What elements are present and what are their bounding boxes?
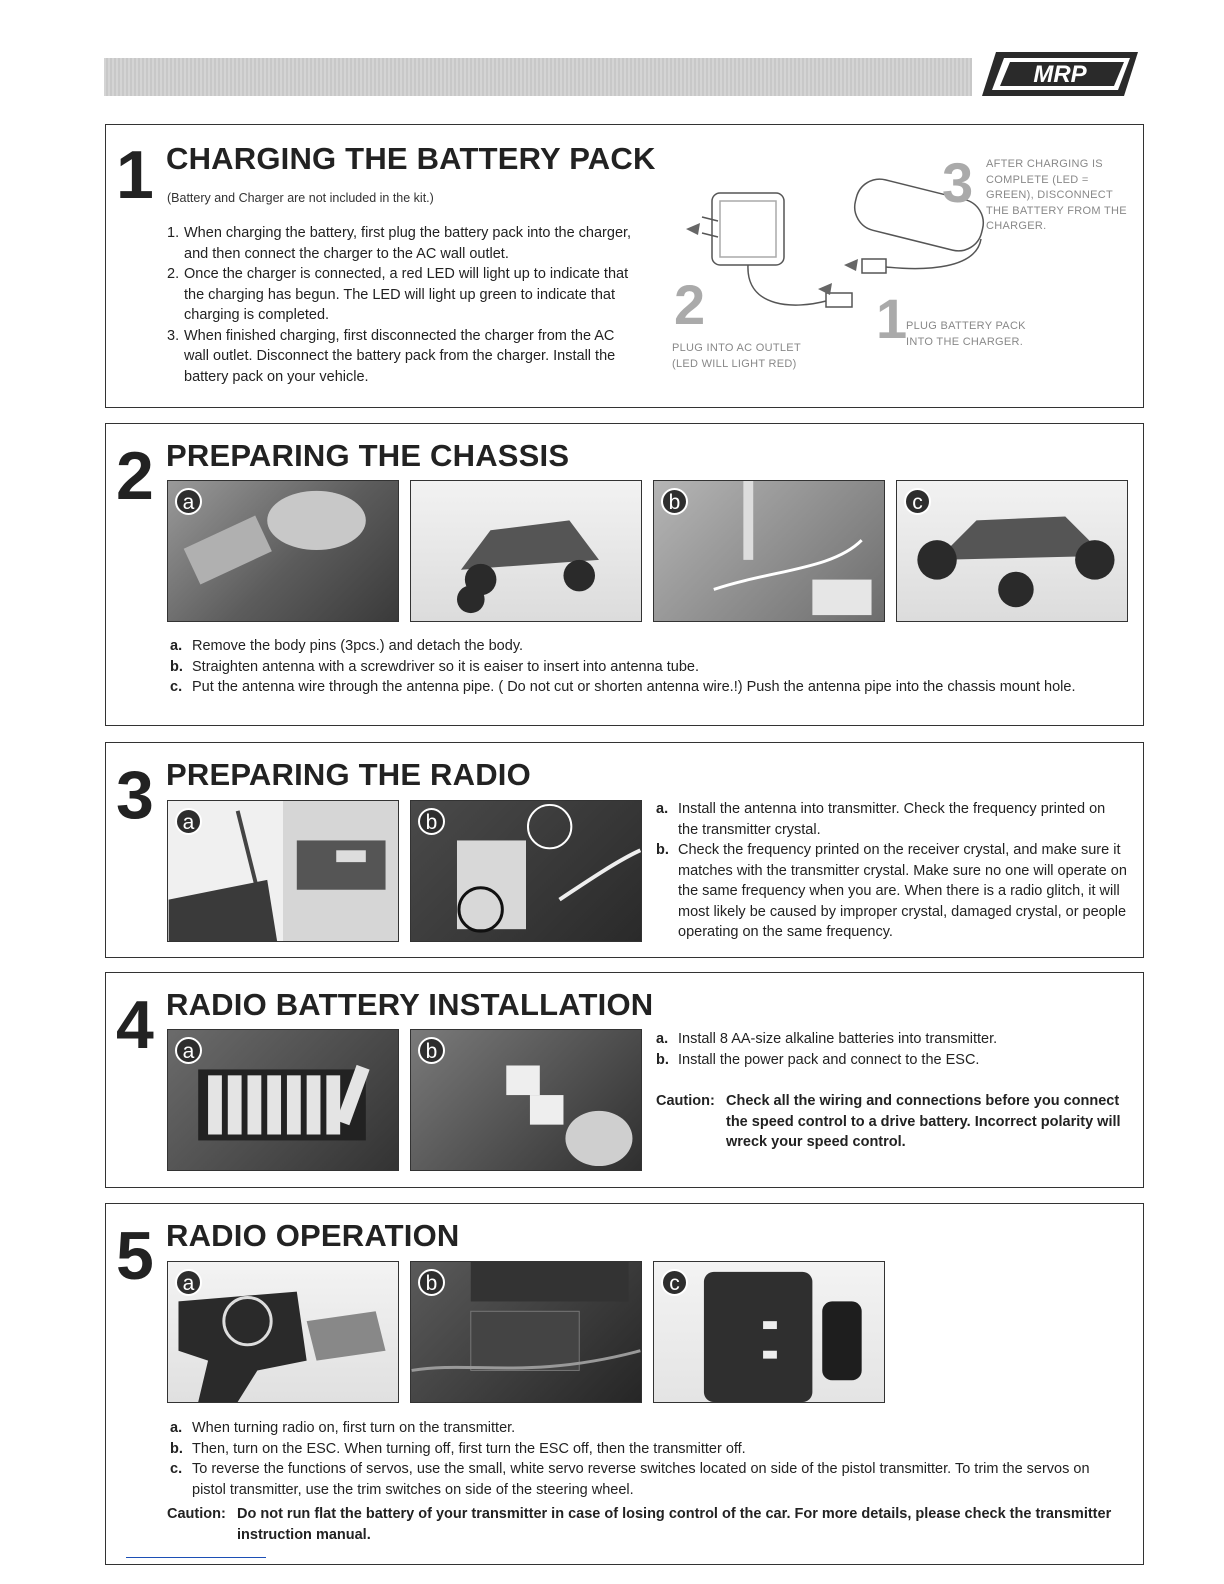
photo-label: b (418, 1269, 445, 1296)
photo-label: b (661, 488, 688, 515)
photo-transmitter-on (167, 1261, 399, 1403)
section-number: 4 (116, 987, 154, 1063)
list-item: 2. Once the charger is connected, a red LED will light up to indicate that the charging has begun. The LED will light up green to indicate that charging is completed. (167, 266, 629, 323)
section-charging (105, 124, 1144, 408)
photo-body-pins (167, 480, 399, 622)
diagram-callout: PLUG BATTERY PACK INTO THE CHARGER. (906, 320, 1026, 348)
list-item: a. When turning radio on, first turn on the transmitter. (170, 1420, 516, 1436)
list-item: c. To reverse the functions of servos, use the small, white servo reverse switches located on side of the pistol transmitter. To trim the servos on pistol transmitter, use the trim switches on side of the steering wheel. (170, 1461, 1090, 1498)
photo-label: a (175, 808, 202, 835)
section-title: RADIO OPERATION (166, 1218, 460, 1253)
section-radio (105, 742, 1144, 958)
caution-label: Caution: (167, 1506, 226, 1522)
diagram-callout: PLUG INTO AC OUTLET (LED WILL LIGHT RED) (672, 342, 801, 370)
photo-truck-front (896, 480, 1128, 622)
list-item: a. Remove the body pins (3pcs.) and detach the body. (170, 638, 524, 654)
radio-battery-steps (656, 1029, 1128, 1070)
header-bar (104, 58, 972, 96)
section-chassis (105, 423, 1144, 726)
mrp-logo (982, 50, 1138, 98)
list-item: a. Install 8 AA-size alkaline batteries into transmitter. (656, 1031, 998, 1047)
photo-transmitter-antenna (167, 800, 399, 942)
photo-label: a (175, 488, 202, 515)
photo-label: c (904, 488, 931, 515)
section-number: 3 (116, 757, 154, 833)
caution-text: Do not run flat the battery of your transmitter in case of losing control of the car. For more details, please check the transmitter instruction manual. (237, 1506, 1112, 1543)
photo-label: b (418, 1037, 445, 1064)
diagram-callout: AFTER CHARGING IS COMPLETE (LED = GREEN), DISCONNECT THE BATTERY FROM THE CHARGER. (986, 158, 1127, 232)
photo-label: c (661, 1269, 688, 1296)
photo-label: a (175, 1269, 202, 1296)
chassis-steps (170, 636, 1080, 698)
photo-power-pack (410, 1029, 642, 1171)
section-title: RADIO BATTERY INSTALLATION (166, 987, 654, 1022)
diagram-step-number: 2 (674, 273, 706, 336)
logo-text: MRP (1033, 61, 1087, 88)
connector-shape (826, 293, 852, 307)
photo-truck-side (410, 480, 642, 622)
list-item: b. Check the frequency printed on the receiver crystal, and make sure it matches with the transmitter crystal. Make sure no one will operate on the same frequency when you are. When there is a radio glitch, it will most likely be caused by improper crystal, damaged crystal, or people operating on the same frequency. (656, 842, 1127, 940)
radio-steps (656, 799, 1128, 943)
section-number: 5 (116, 1218, 154, 1294)
section-title: PREPARING THE CHASSIS (166, 438, 570, 473)
caution-note (167, 1504, 1127, 1545)
footer-rule (126, 1557, 266, 1558)
photo-antenna-screwdriver (653, 480, 885, 622)
charging-steps (167, 223, 639, 387)
radio-operation-steps (170, 1418, 1120, 1500)
section-title: PREPARING THE RADIO (166, 757, 531, 792)
diagram-step-number: 3 (942, 151, 974, 214)
charger-shape (712, 193, 784, 265)
caution-note (656, 1091, 1136, 1153)
list-item: 3. When finished charging, first disconnected the charger from the AC wall outlet. Disconnect the battery pack from the charger. Install the battery pack on your vehicle. (167, 327, 616, 385)
list-item: b. Install the power pack and connect to the ESC. (656, 1051, 980, 1068)
caution-text: Check all the wiring and connections before you connect the speed control to a drive battery. Incorrect polarity will wreck your speed control. (726, 1093, 1121, 1150)
list-item: b. Then, turn on the ESC. When turning off, first turn the ESC off, then the transmitter off. (170, 1440, 746, 1457)
photo-receiver-crystal (410, 800, 642, 942)
photo-aa-batteries (167, 1029, 399, 1171)
photo-esc (410, 1261, 642, 1403)
section-radio-operation (105, 1203, 1144, 1565)
caution-label: Caution: (656, 1093, 715, 1109)
section-number: 1 (116, 137, 154, 213)
list-item: b. Straighten antenna with a screwdriver so it is eaiser to insert into antenna tube. (170, 658, 699, 675)
diagram-step-number: 1 (876, 287, 908, 350)
section-note: (Battery and Charger are not included in the kit.) (167, 191, 434, 205)
list-item: a. Install the antenna into transmitter. Check the frequency printed on the transmitter crystal. (656, 801, 1106, 838)
section-title: CHARGING THE BATTERY PACK (166, 141, 656, 176)
list-item: 1. When charging the battery, first plug the battery pack into the charger, and then connect the charger to the AC wall outlet. (167, 225, 632, 262)
photo-servo-reverse (653, 1261, 885, 1403)
section-number: 2 (116, 438, 154, 514)
photo-label: b (418, 808, 445, 835)
section-radio-battery (105, 972, 1144, 1188)
photo-label: a (175, 1037, 202, 1064)
list-item: c. Put the antenna wire through the antenna pipe. ( Do not cut or shorten antenna wire.!) Push the antenna pipe into the chassis mount hole. (170, 679, 1076, 695)
